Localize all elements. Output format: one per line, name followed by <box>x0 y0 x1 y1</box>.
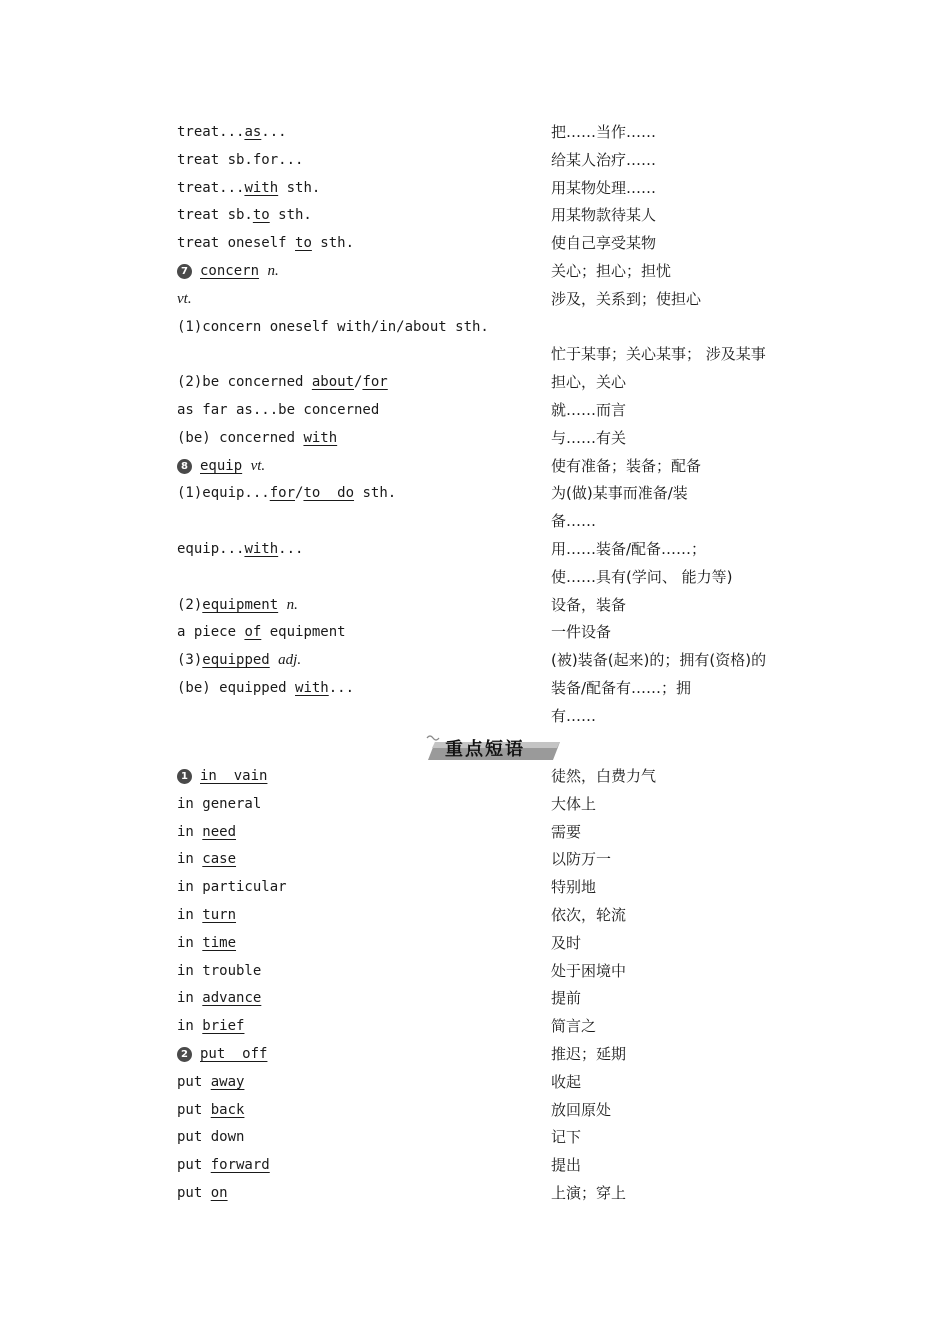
phrase-text: equipment <box>261 624 346 641</box>
english-phrase <box>177 313 489 341</box>
answer-blank: to <box>252 207 270 224</box>
entry-row <box>0 1068 950 1096</box>
chinese-meaning: 大体上 <box>551 794 597 813</box>
chinese-meaning: 徒然，白费力气 <box>551 767 657 785</box>
phrase-text: in <box>177 851 203 868</box>
entry-row <box>0 1151 950 1179</box>
phrase-text <box>242 458 250 474</box>
chinese-meaning: (被)装备(起来)的；拥有(资格)的 <box>551 651 767 670</box>
english-phrase <box>177 591 298 619</box>
chinese-meaning: 一件设备 <box>551 623 612 642</box>
entry-row <box>0 118 950 146</box>
english-phrase <box>177 901 236 929</box>
phrase-text: treat... <box>177 124 245 140</box>
section-banner <box>425 732 565 762</box>
chinese-meaning: 忙于某事；关心某事； 涉及某事 <box>551 345 766 364</box>
entry-row <box>0 1040 950 1068</box>
entry-row <box>0 762 950 790</box>
phrase-text: in <box>177 990 203 1007</box>
answer-blank: for <box>269 485 296 502</box>
phrase-text: put down <box>177 1129 245 1146</box>
english-phrase <box>177 929 236 957</box>
english-phrase <box>177 146 303 174</box>
english-phrase <box>177 285 192 313</box>
item-number-badge: 2 <box>177 1047 192 1062</box>
answer-blank: to <box>295 235 312 252</box>
english-phrase <box>177 257 279 285</box>
answer-blank: equipment <box>202 596 279 613</box>
chinese-meaning: 处于困境中 <box>551 961 627 980</box>
chinese-meaning: 特别地 <box>551 878 597 897</box>
answer-blank: turn <box>202 907 237 923</box>
entry-row <box>0 340 950 368</box>
entry-row <box>0 845 950 873</box>
phrase-text: treat sb.for... <box>177 151 304 168</box>
answer-blank: with <box>295 680 329 696</box>
answer-blank: with <box>244 541 279 557</box>
answer-blank: need <box>202 823 237 840</box>
entry-row <box>0 790 950 818</box>
phrase-text: equip... <box>177 541 245 557</box>
chinese-meaning: 涉及，关系到；使担心 <box>551 289 702 308</box>
phrase-text: put <box>177 1073 211 1090</box>
phrase-text: treat sb. <box>177 207 253 224</box>
entry-row <box>0 368 950 396</box>
english-phrase <box>177 790 261 818</box>
entry-row <box>0 591 950 619</box>
phrase-text: / <box>354 374 363 391</box>
chinese-meaning: 提前 <box>551 989 582 1008</box>
english-phrase <box>177 618 346 646</box>
english-phrase <box>177 1151 270 1179</box>
chinese-meaning: 记下 <box>551 1128 582 1147</box>
phrase-text: sth. <box>311 235 355 252</box>
phrase-text: (be) concerned <box>177 429 304 446</box>
phrase-text: (1)equip... <box>177 485 270 502</box>
phrase-text: in general <box>177 795 262 812</box>
phrase-text: n. <box>286 596 298 613</box>
english-phrase <box>177 1123 244 1151</box>
english-phrase <box>177 873 287 901</box>
entry-row <box>0 1096 950 1124</box>
chinese-meaning: 使有准备；装备；配备 <box>551 456 702 475</box>
entry-row <box>0 702 950 730</box>
answer-blank: case <box>202 851 237 868</box>
entry-row <box>0 818 950 846</box>
phrase-text: treat... <box>177 179 245 196</box>
answer-blank: to do <box>303 485 355 502</box>
chinese-meaning: 备…… <box>551 512 597 531</box>
chinese-meaning: 用某物处理…… <box>551 178 657 197</box>
chinese-meaning: 设备，装备 <box>551 595 627 614</box>
chinese-meaning: 收起 <box>551 1072 582 1091</box>
entry-row <box>0 146 950 174</box>
english-phrase <box>177 1179 228 1207</box>
phrase-text: (2) <box>177 596 203 613</box>
english-phrase <box>177 368 388 396</box>
item-number-badge: 1 <box>177 769 192 784</box>
english-phrase <box>177 229 354 257</box>
answer-blank: put off <box>200 1046 268 1062</box>
answer-blank: about <box>311 374 355 391</box>
answer-blank: brief <box>202 1018 245 1035</box>
phrase-text: put <box>177 1185 211 1201</box>
entry-row <box>0 563 950 591</box>
chinese-meaning: 需要 <box>551 822 582 841</box>
entry-row <box>0 507 950 535</box>
phrase-text: a piece <box>177 624 245 641</box>
phrase-text: ... <box>261 124 287 140</box>
phrase-text: in <box>177 907 203 923</box>
phrase-text <box>278 597 286 613</box>
phrase-text: sth. <box>269 207 312 224</box>
chinese-meaning: 使……具有(学问、 能力等) <box>551 567 733 586</box>
entry-row <box>0 957 950 985</box>
english-phrase <box>177 174 320 202</box>
entry-row <box>0 901 950 929</box>
english-phrase <box>177 674 354 702</box>
entry-row <box>0 873 950 901</box>
english-phrase <box>177 1096 244 1124</box>
english-phrase <box>177 1012 244 1040</box>
answer-blank: as <box>244 124 262 140</box>
phrase-text: sth. <box>354 485 397 502</box>
phrase-text: in particular <box>177 879 287 896</box>
chinese-meaning: 使自己享受某物 <box>551 234 657 253</box>
answer-blank: time <box>202 934 237 951</box>
chinese-meaning: 关心；担心；担忧 <box>551 262 672 280</box>
english-phrase <box>177 424 337 452</box>
entry-row <box>0 646 950 674</box>
phrase-text: put <box>177 1157 211 1174</box>
chinese-meaning: 放回原处 <box>551 1100 612 1119</box>
phrase-text: in <box>177 1018 203 1035</box>
english-phrase <box>177 452 265 480</box>
phrase-text: (1)concern oneself with/in/about sth. <box>177 318 489 335</box>
answer-blank: advance <box>202 990 262 1007</box>
chinese-meaning: 依次，轮流 <box>551 906 627 924</box>
phrase-text: vt. <box>250 457 266 474</box>
english-phrase <box>177 479 396 507</box>
chinese-meaning: 上演；穿上 <box>551 1184 627 1202</box>
english-phrase <box>177 535 303 563</box>
entry-row <box>0 229 950 257</box>
entry-row <box>0 257 950 285</box>
phrase-text: as far as...be concerned <box>177 402 380 418</box>
item-number-badge: 8 <box>177 459 192 474</box>
entry-row <box>0 424 950 452</box>
english-phrase <box>177 957 261 985</box>
phrase-text: in <box>177 823 203 840</box>
phrase-text: sth. <box>278 179 321 196</box>
english-phrase <box>177 818 236 846</box>
entry-row <box>0 452 950 480</box>
entry-row <box>0 479 950 507</box>
entry-row <box>0 535 950 563</box>
chinese-meaning: 提出 <box>551 1156 582 1175</box>
answer-blank: for <box>362 374 388 391</box>
chinese-meaning: 用……装备/配备……； <box>551 540 707 558</box>
phrase-text: put <box>177 1101 211 1118</box>
english-phrase <box>177 646 301 674</box>
phrase-text: ... <box>328 680 355 696</box>
answer-blank: in vain <box>200 768 268 784</box>
phrase-text: ... <box>278 541 304 557</box>
answer-blank: with <box>244 179 279 196</box>
phrase-text: treat oneself <box>177 235 296 252</box>
entry-row <box>0 201 950 229</box>
entry-row <box>0 984 950 1012</box>
section-title: 重点短语 <box>445 739 525 760</box>
english-phrase <box>177 845 236 873</box>
answer-blank: equipped <box>202 652 270 669</box>
phrase-text: (be) equipped <box>177 680 296 696</box>
entry-row <box>0 396 950 424</box>
entry-row <box>0 1179 950 1207</box>
chinese-meaning: 推迟；延期 <box>551 1045 627 1063</box>
phrase-text: in trouble <box>177 962 262 979</box>
chinese-meaning: 用某物款待某人 <box>551 206 657 225</box>
phrase-text <box>270 652 278 668</box>
entry-row <box>0 1012 950 1040</box>
answer-blank: of <box>244 624 262 641</box>
chinese-meaning: 有…… <box>551 706 597 725</box>
chinese-meaning: 简言之 <box>551 1017 597 1036</box>
english-phrase <box>177 1068 244 1096</box>
answer-blank: equip <box>200 457 243 474</box>
answer-blank: with <box>303 429 338 446</box>
entry-row <box>0 618 950 646</box>
english-phrase <box>177 762 267 790</box>
chinese-meaning: 把……当作…… <box>551 123 657 141</box>
english-phrase <box>177 118 287 146</box>
entry-row <box>0 174 950 202</box>
chinese-meaning: 及时 <box>551 933 582 952</box>
answer-blank: away <box>210 1073 245 1090</box>
chinese-meaning: 装备/配备有……；拥 <box>551 679 692 697</box>
phrase-text: adj. <box>278 652 302 669</box>
english-phrase <box>177 984 261 1012</box>
answer-blank: concern <box>200 263 260 279</box>
phrase-text: in <box>177 934 203 951</box>
chinese-meaning: 给某人治疗…… <box>551 150 657 169</box>
entry-row <box>0 674 950 702</box>
english-phrase <box>177 396 379 424</box>
entry-row <box>0 1123 950 1151</box>
chinese-meaning: 为(做)某事而准备/装 <box>551 484 688 503</box>
answer-blank: on <box>210 1185 228 1201</box>
entry-row <box>0 285 950 313</box>
phrase-text: vt. <box>177 290 192 307</box>
item-number-badge: 7 <box>177 264 192 279</box>
answer-blank: back <box>210 1101 245 1118</box>
phrase-text: (3) <box>177 652 203 669</box>
chinese-meaning: 就……而言 <box>551 401 627 419</box>
phrase-text: / <box>295 485 304 502</box>
chinese-meaning: 与……有关 <box>551 428 627 447</box>
phrase-text: (2)be concerned <box>177 374 312 391</box>
phrase-text: n. <box>267 263 279 279</box>
answer-blank: forward <box>210 1157 270 1174</box>
chinese-meaning: 担心，关心 <box>551 373 627 392</box>
entry-row <box>0 929 950 957</box>
chinese-meaning: 以防万一 <box>551 850 612 869</box>
english-phrase <box>177 1040 267 1068</box>
english-phrase <box>177 201 312 229</box>
entry-row <box>0 313 950 341</box>
